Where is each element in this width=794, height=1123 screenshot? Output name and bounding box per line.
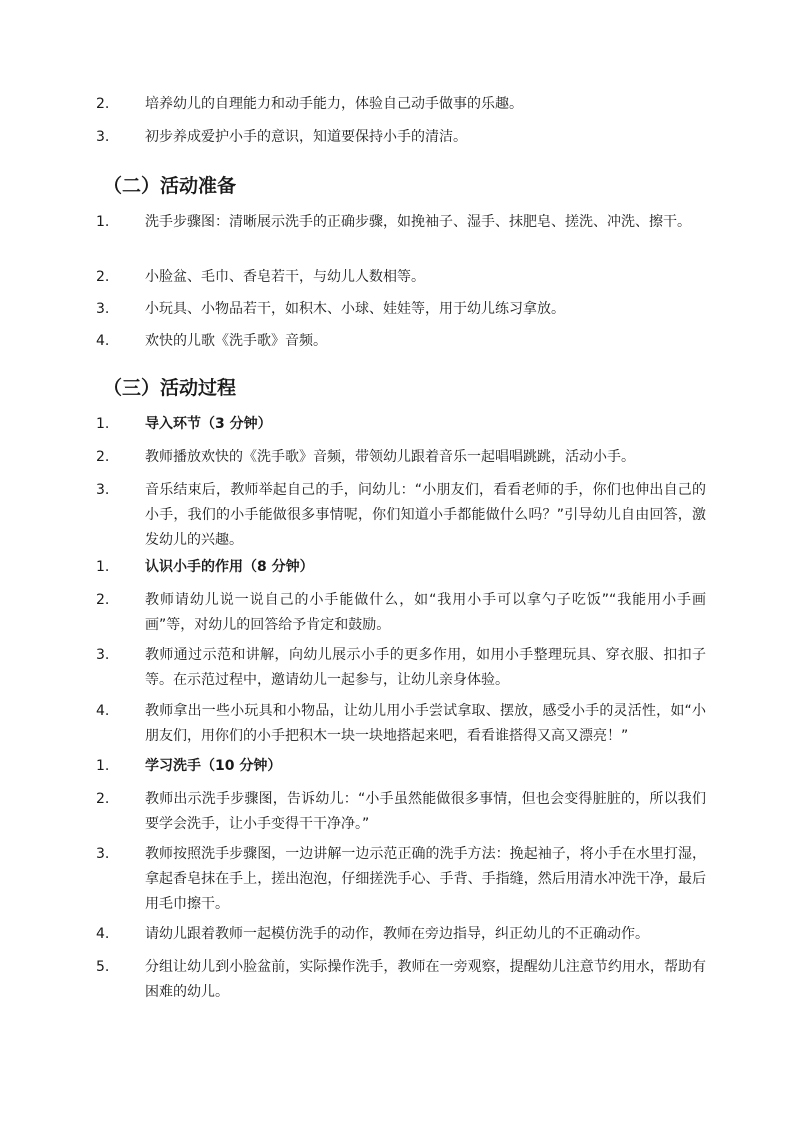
- process-wash-title: [96, 754, 706, 779]
- list-number: 2.: [96, 791, 110, 807]
- prep-item-4: [96, 329, 706, 354]
- process-uses-title: [96, 555, 706, 580]
- section-heading-preparation: （二）活动准备: [103, 175, 237, 197]
- list-number: 4.: [96, 703, 110, 719]
- prep-item-1: [96, 210, 706, 235]
- list-text: 欢快的儿歌《洗手歌》音频。: [145, 333, 327, 349]
- list-text: 小脸盆、毛巾、香皂若干，与幼儿人数相等。: [145, 269, 425, 285]
- list-text: 教师按照洗手步骤图，一边讲解一边示范正确的洗手方法：挽起袖子，将小手在水里打湿，拿起香皂抹在手上，搓出泡泡，仔细搓洗手心、手背、手指缝，然后用清水冲洗干净，最后用毛巾擦干。: [145, 846, 706, 912]
- list-number: 2.: [96, 96, 110, 112]
- list-text: 初步养成爱护小手的意识，知道要保持小手的清洁。: [145, 129, 467, 145]
- process-intro-item-3: [96, 478, 706, 553]
- list-number: 2.: [96, 592, 110, 608]
- list-number: 3.: [96, 301, 110, 317]
- goal-item-3: [96, 125, 706, 150]
- list-text: 培养幼儿的自理能力和动手能力，体验自己动手做事的乐趣。: [145, 96, 523, 112]
- process-uses-item-4: [96, 699, 706, 749]
- list-number: 1.: [96, 416, 110, 432]
- list-number: 4.: [96, 333, 110, 349]
- process-intro-title: [96, 412, 706, 437]
- process-wash-item-4: [96, 922, 706, 947]
- section-heading-process: （三）活动过程: [103, 377, 237, 399]
- prep-item-2: [96, 265, 706, 290]
- process-uses-item-3: [96, 643, 706, 693]
- list-text: 洗手步骤图：清晰展示洗手的正确步骤，如挽袖子、湿手、抹肥皂、搓洗、冲洗、擦干。: [145, 214, 691, 230]
- process-wash-item-2: [96, 787, 706, 837]
- list-number: 3.: [96, 846, 110, 862]
- list-number: 1.: [96, 758, 110, 774]
- list-text: 学习洗手（10 分钟）: [145, 758, 282, 774]
- list-number: 2.: [96, 269, 110, 285]
- list-number: 4.: [96, 926, 110, 942]
- process-intro-item-2: [96, 445, 706, 470]
- list-text: 教师播放欢快的《洗手歌》音频，带领幼儿跟着音乐一起唱唱跳跳，活动小手。: [145, 449, 635, 465]
- list-number: 1.: [96, 559, 110, 575]
- process-wash-item-5: [96, 955, 706, 1005]
- list-number: 2.: [96, 449, 110, 465]
- list-number: 3.: [96, 647, 110, 663]
- process-uses-item-2: [96, 588, 706, 638]
- list-number: 1.: [96, 214, 110, 230]
- list-text: 分组让幼儿到小脸盆前，实际操作洗手，教师在一旁观察，提醒幼儿注意节约用水，帮助有困难的幼儿。: [145, 959, 706, 1000]
- list-number: 3.: [96, 482, 110, 498]
- list-number: 5.: [96, 959, 110, 975]
- list-text: 教师通过示范和讲解，向幼儿展示小手的更多作用，如用小手整理玩具、穿衣服、扣扣子等。在示范过程中，邀请幼儿一起参与，让幼儿亲身体验。: [145, 647, 706, 688]
- list-text: 导入环节（3 分钟）: [145, 416, 272, 432]
- list-text: 教师出示洗手步骤图，告诉幼儿：“小手虽然能做很多事情，但也会变得脏脏的，所以我们要学会洗手，让小手变得干干净净。”: [145, 791, 706, 832]
- prep-item-3: [96, 297, 706, 322]
- process-wash-item-3: [96, 842, 706, 917]
- list-text: 教师拿出一些小玩具和小物品，让幼儿用小手尝试拿取、摆放，感受小手的灵活性，如“小朋友们，用你们的小手把积木一块一块地搭起来吧，看看谁搭得又高又漂亮！”: [145, 703, 706, 744]
- list-number: 3.: [96, 129, 110, 145]
- goal-item-2: [96, 92, 706, 117]
- list-text: 小玩具、小物品若干，如积木、小球、娃娃等，用于幼儿练习拿放。: [145, 301, 565, 317]
- list-text: 认识小手的作用（8 分钟）: [145, 559, 314, 575]
- list-text: 请幼儿跟着教师一起模仿洗手的动作，教师在旁边指导，纠正幼儿的不正确动作。: [145, 926, 649, 942]
- list-text: 教师请幼儿说一说自己的小手能做什么，如“我用小手可以拿勺子吃饭”“我能用小手画画”等，对幼儿的回答给予肯定和鼓励。: [145, 592, 706, 633]
- list-text: 音乐结束后，教师举起自己的手，问幼儿：“小朋友们，看看老师的手，你们也伸出自己的小手，我们的小手能做很多事情呢，你们知道小手都能做什么吗？”引导幼儿自由回答，激发幼儿的兴趣。: [145, 482, 706, 548]
